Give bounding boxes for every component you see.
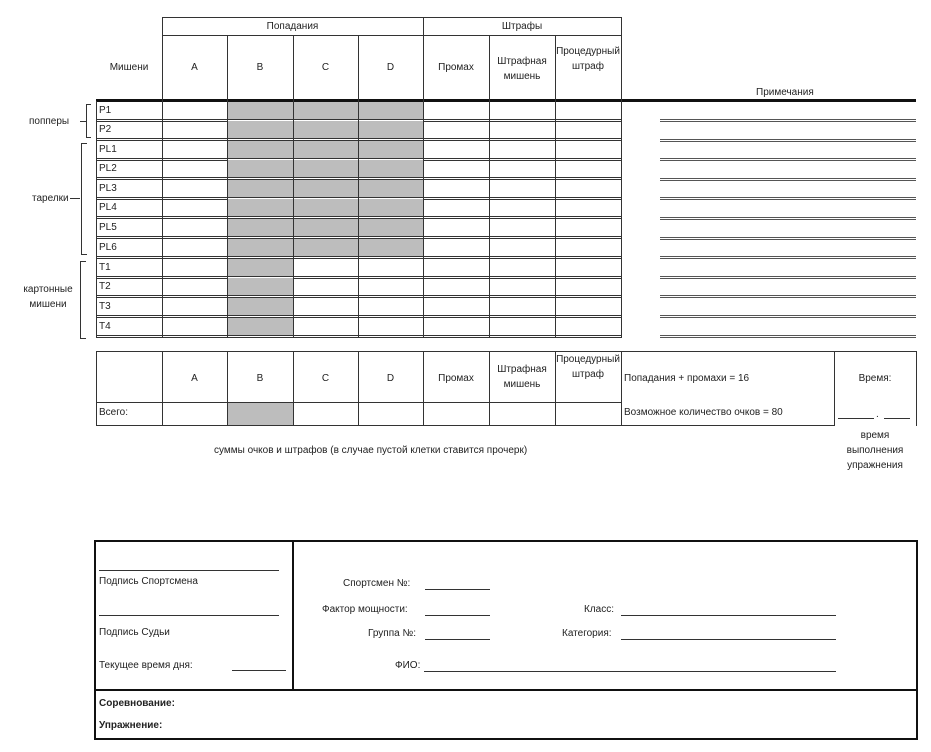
- shaded-cell: [359, 160, 423, 178]
- row-label-pl2: PL2: [99, 163, 117, 174]
- shaded-cell: [228, 141, 293, 159]
- hits-group-header: Попадания: [266, 21, 319, 32]
- shaded-cell: [294, 160, 358, 178]
- shaded-cell: [228, 219, 293, 237]
- category-label: Категория:: [562, 628, 612, 639]
- sum-penalty-target: Штрафная мишень: [497, 364, 547, 390]
- notes-line[interactable]: [660, 219, 916, 220]
- time-label: Время:: [858, 373, 892, 384]
- max-points: Возможное количество очков = 80: [624, 407, 783, 418]
- shaded-cell: [228, 199, 293, 217]
- col-c-header: C: [321, 62, 330, 73]
- shaded-cell: [294, 180, 358, 198]
- competition-label: Соревнование:: [99, 698, 175, 709]
- name-field[interactable]: [424, 671, 836, 672]
- current-time-label: Текущее время дня:: [99, 660, 193, 671]
- row-label-pl5: PL5: [99, 222, 117, 233]
- notes-header: Примечания: [756, 87, 814, 98]
- sum-col-c: C: [321, 373, 330, 384]
- notes-line[interactable]: [660, 239, 916, 240]
- shaded-cell: [294, 102, 358, 120]
- shaded-cell: [228, 278, 293, 296]
- notes-line[interactable]: [660, 121, 916, 122]
- class-label: Класс:: [584, 604, 614, 615]
- shaded-cell: [294, 199, 358, 217]
- shaded-cell: [294, 219, 358, 237]
- group-label-cardboard: картонные мишени: [23, 284, 73, 310]
- notes-line[interactable]: [660, 217, 916, 218]
- notes-line[interactable]: [660, 256, 916, 257]
- shaded-cell: [359, 219, 423, 237]
- class-field[interactable]: [621, 615, 836, 616]
- procedural-penalty-header: Процедурный штраф: [556, 46, 620, 72]
- row-label-t4: T4: [99, 321, 111, 332]
- col-d-header: D: [386, 62, 395, 73]
- athlete-no-label: Спортсмен №:: [343, 578, 411, 589]
- notes-line[interactable]: [660, 160, 916, 161]
- sum-col-d: D: [386, 373, 395, 384]
- shaded-cell: [359, 199, 423, 217]
- shaded-cell: [359, 180, 423, 198]
- judge-signature-line[interactable]: [99, 615, 279, 616]
- row-label-p2: P2: [99, 124, 112, 135]
- shaded-cell: [294, 121, 358, 139]
- shaded-cell: [228, 298, 293, 316]
- name-label: ФИО:: [395, 660, 421, 671]
- shaded-cell: [294, 239, 358, 257]
- sums-note: суммы очков и штрафов (в случае пустой клетки ставится прочерк): [214, 445, 528, 456]
- group-no-field[interactable]: [425, 639, 490, 640]
- shaded-cell: [228, 121, 293, 139]
- notes-line[interactable]: [660, 237, 916, 238]
- notes-line[interactable]: [660, 180, 916, 181]
- col-b-header: B: [256, 62, 264, 73]
- shaded-cell: [228, 160, 293, 178]
- notes-line[interactable]: [660, 278, 916, 279]
- shaded-cell: [228, 318, 293, 336]
- shaded-cell: [228, 239, 293, 257]
- miss-header: Промах: [438, 62, 474, 73]
- hits-plus-misses: Попадания + промахи = 16: [624, 373, 750, 384]
- shaded-cell: [228, 259, 293, 277]
- time-field-minutes[interactable]: [838, 418, 874, 419]
- total-label: Всего:: [99, 407, 128, 418]
- judge-sign-label: Подпись Судьи: [99, 627, 170, 638]
- category-field[interactable]: [621, 639, 836, 640]
- notes-line[interactable]: [660, 297, 916, 298]
- group-label-poppers: попперы: [29, 116, 70, 127]
- group-label-plates: тарелки: [32, 193, 69, 204]
- row-label-pl6: PL6: [99, 242, 117, 253]
- current-time-field[interactable]: [232, 670, 286, 671]
- group-no-label: Группа №:: [368, 628, 416, 639]
- shaded-cell: [359, 102, 423, 120]
- penalties-group-header: Штрафы: [501, 21, 543, 32]
- row-label-t2: T2: [99, 281, 111, 292]
- row-label-pl4: PL4: [99, 202, 117, 213]
- time-caption: время выполнения упражнения: [846, 430, 904, 471]
- notes-line[interactable]: [660, 337, 916, 338]
- notes-line[interactable]: [660, 178, 916, 179]
- notes-line[interactable]: [660, 158, 916, 159]
- row-label-pl3: PL3: [99, 183, 117, 194]
- power-factor-field[interactable]: [425, 615, 490, 616]
- athlete-no-field[interactable]: [425, 589, 490, 590]
- notes-line[interactable]: [660, 276, 916, 277]
- notes-line[interactable]: [660, 197, 916, 198]
- athlete-sign-label: Подпись Спортсмена: [99, 576, 198, 587]
- targets-header: Мишени: [109, 62, 149, 73]
- sum-miss: Промах: [438, 373, 474, 384]
- notes-line[interactable]: [660, 258, 916, 259]
- row-label-p1: P1: [99, 105, 112, 116]
- notes-line[interactable]: [660, 119, 916, 120]
- row-label-pl1: PL1: [99, 144, 117, 155]
- athlete-signature-line[interactable]: [99, 570, 279, 571]
- notes-line[interactable]: [660, 141, 916, 142]
- notes-line[interactable]: [660, 295, 916, 296]
- col-a-header: A: [191, 62, 198, 73]
- sum-col-b: B: [256, 373, 264, 384]
- penalty-target-header: Штрафная мишень: [497, 56, 547, 82]
- shaded-cell: [294, 141, 358, 159]
- shaded-cell: [359, 239, 423, 257]
- notes-line[interactable]: [660, 139, 916, 140]
- notes-line[interactable]: [660, 315, 916, 316]
- shaded-cell: [359, 121, 423, 139]
- shaded-cell: [359, 141, 423, 159]
- sum-procedural-penalty: Процедурный штраф: [556, 354, 620, 380]
- row-label-t3: T3: [99, 301, 111, 312]
- shaded-cell: [228, 180, 293, 198]
- sum-col-a: A: [191, 373, 198, 384]
- row-label-t1: T1: [99, 262, 111, 273]
- time-field-seconds[interactable]: [884, 418, 910, 419]
- exercise-label: Упражнение:: [99, 720, 163, 731]
- shaded-cell: [228, 102, 293, 120]
- notes-line[interactable]: [660, 199, 916, 200]
- notes-line[interactable]: [660, 317, 916, 318]
- notes-line[interactable]: [660, 335, 916, 336]
- power-factor-label: Фактор мощности:: [322, 604, 408, 615]
